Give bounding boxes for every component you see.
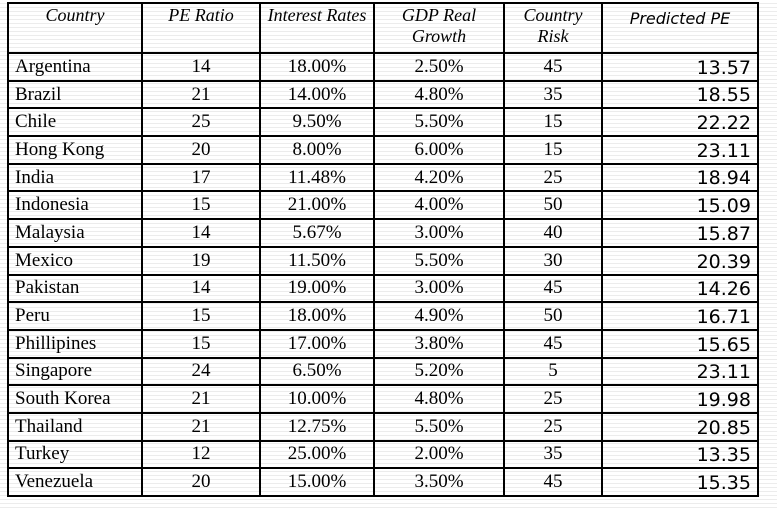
cell-predicted-pe: 13.57 xyxy=(602,53,758,81)
cell-interest-rate: 6.50% xyxy=(260,358,374,386)
cell-pe-ratio: 17 xyxy=(142,164,260,192)
header-pe-ratio: PE Ratio xyxy=(142,3,260,53)
table-row xyxy=(8,468,758,496)
cell-gdp-growth: 2.00% xyxy=(374,441,504,469)
cell-gdp-growth: 3.00% xyxy=(374,275,504,303)
cell-gdp-growth: 5.50% xyxy=(374,108,504,136)
table-row xyxy=(8,302,758,330)
cell-predicted-pe: 15.65 xyxy=(602,330,758,358)
cell-country: Malaysia xyxy=(8,219,142,247)
cell-gdp-growth: 5.20% xyxy=(374,358,504,386)
cell-predicted-pe: 15.09 xyxy=(602,191,758,219)
cell-gdp-growth: 4.80% xyxy=(374,385,504,413)
cell-country: Thailand xyxy=(8,413,142,441)
cell-country: Brazil xyxy=(8,81,142,109)
header-interest-rates: Interest Rates xyxy=(260,3,374,53)
cell-predicted-pe: 22.22 xyxy=(602,108,758,136)
table-row xyxy=(8,164,758,192)
cell-pe-ratio: 14 xyxy=(142,53,260,81)
cell-pe-ratio: 20 xyxy=(142,136,260,164)
cell-gdp-growth: 4.00% xyxy=(374,191,504,219)
cell-pe-ratio: 15 xyxy=(142,191,260,219)
cell-country: Turkey xyxy=(8,441,142,469)
cell-gdp-growth: 4.90% xyxy=(374,302,504,330)
cell-pe-ratio: 14 xyxy=(142,275,260,303)
cell-country: Indonesia xyxy=(8,191,142,219)
cell-pe-ratio: 15 xyxy=(142,302,260,330)
table-row xyxy=(8,275,758,303)
cell-country: Venezuela xyxy=(8,468,142,496)
cell-pe-ratio: 14 xyxy=(142,219,260,247)
cell-interest-rate: 11.50% xyxy=(260,247,374,275)
cell-pe-ratio: 21 xyxy=(142,413,260,441)
cell-country: Peru xyxy=(8,302,142,330)
cell-pe-ratio: 24 xyxy=(142,358,260,386)
cell-country: Mexico xyxy=(8,247,142,275)
table-body xyxy=(8,53,758,496)
cell-gdp-growth: 3.80% xyxy=(374,330,504,358)
cell-interest-rate: 5.67% xyxy=(260,219,374,247)
cell-country: South Korea xyxy=(8,385,142,413)
header-predicted-pe: Predicted PE xyxy=(602,3,758,53)
cell-pe-ratio: 12 xyxy=(142,441,260,469)
cell-predicted-pe: 19.98 xyxy=(602,385,758,413)
cell-interest-rate: 9.50% xyxy=(260,108,374,136)
cell-interest-rate: 15.00% xyxy=(260,468,374,496)
cell-predicted-pe: 23.11 xyxy=(602,136,758,164)
table-row xyxy=(8,385,758,413)
cell-country-risk: 5 xyxy=(504,358,602,386)
table-row xyxy=(8,81,758,109)
cell-country: Argentina xyxy=(8,53,142,81)
cell-country-risk: 35 xyxy=(504,81,602,109)
table-row xyxy=(8,219,758,247)
cell-country-risk: 15 xyxy=(504,108,602,136)
cell-interest-rate: 19.00% xyxy=(260,275,374,303)
table-row xyxy=(8,330,758,358)
cell-predicted-pe: 14.26 xyxy=(602,275,758,303)
table-row xyxy=(8,136,758,164)
cell-predicted-pe: 23.11 xyxy=(602,358,758,386)
cell-country-risk: 50 xyxy=(504,191,602,219)
cell-interest-rate: 11.48% xyxy=(260,164,374,192)
cell-gdp-growth: 4.20% xyxy=(374,164,504,192)
table-row xyxy=(8,358,758,386)
table-row xyxy=(8,108,758,136)
table-row xyxy=(8,413,758,441)
cell-gdp-growth: 5.50% xyxy=(374,247,504,275)
cell-gdp-growth: 3.00% xyxy=(374,219,504,247)
cell-interest-rate: 12.75% xyxy=(260,413,374,441)
cell-country: India xyxy=(8,164,142,192)
cell-pe-ratio: 21 xyxy=(142,385,260,413)
cell-country-risk: 45 xyxy=(504,53,602,81)
header-gdp-real-growth: GDP Real Growth xyxy=(374,3,504,53)
cell-predicted-pe: 13.35 xyxy=(602,441,758,469)
cell-pe-ratio: 21 xyxy=(142,81,260,109)
cell-interest-rate: 21.00% xyxy=(260,191,374,219)
cell-country: Singapore xyxy=(8,358,142,386)
header-country-risk: Country Risk xyxy=(504,3,602,53)
cell-country-risk: 30 xyxy=(504,247,602,275)
cell-country-risk: 40 xyxy=(504,219,602,247)
cell-pe-ratio: 20 xyxy=(142,468,260,496)
cell-country-risk: 25 xyxy=(504,413,602,441)
cell-country: Chile xyxy=(8,108,142,136)
cell-interest-rate: 8.00% xyxy=(260,136,374,164)
header-row xyxy=(8,3,758,53)
table-row xyxy=(8,441,758,469)
cell-country-risk: 35 xyxy=(504,441,602,469)
cell-country-risk: 45 xyxy=(504,468,602,496)
table-row xyxy=(8,53,758,81)
cell-pe-ratio: 15 xyxy=(142,330,260,358)
cell-country: Pakistan xyxy=(8,275,142,303)
cell-country-risk: 25 xyxy=(504,385,602,413)
cell-predicted-pe: 20.85 xyxy=(602,413,758,441)
table-row xyxy=(8,191,758,219)
table-row xyxy=(8,247,758,275)
cell-interest-rate: 18.00% xyxy=(260,53,374,81)
cell-interest-rate: 25.00% xyxy=(260,441,374,469)
cell-gdp-growth: 6.00% xyxy=(374,136,504,164)
pe-table xyxy=(7,2,759,497)
cell-interest-rate: 17.00% xyxy=(260,330,374,358)
cell-country-risk: 45 xyxy=(504,275,602,303)
cell-interest-rate: 18.00% xyxy=(260,302,374,330)
cell-country-risk: 50 xyxy=(504,302,602,330)
cell-gdp-growth: 5.50% xyxy=(374,413,504,441)
cell-country-risk: 15 xyxy=(504,136,602,164)
header-country: Country xyxy=(8,3,142,53)
cell-pe-ratio: 25 xyxy=(142,108,260,136)
cell-country-risk: 25 xyxy=(504,164,602,192)
cell-gdp-growth: 3.50% xyxy=(374,468,504,496)
cell-predicted-pe: 18.94 xyxy=(602,164,758,192)
cell-country: Hong Kong xyxy=(8,136,142,164)
cell-predicted-pe: 20.39 xyxy=(602,247,758,275)
cell-country-risk: 45 xyxy=(504,330,602,358)
cell-predicted-pe: 16.71 xyxy=(602,302,758,330)
cell-gdp-growth: 4.80% xyxy=(374,81,504,109)
cell-predicted-pe: 15.35 xyxy=(602,468,758,496)
cell-gdp-growth: 2.50% xyxy=(374,53,504,81)
cell-interest-rate: 14.00% xyxy=(260,81,374,109)
cell-predicted-pe: 18.55 xyxy=(602,81,758,109)
cell-country: Phillipines xyxy=(8,330,142,358)
cell-predicted-pe: 15.87 xyxy=(602,219,758,247)
cell-interest-rate: 10.00% xyxy=(260,385,374,413)
cell-pe-ratio: 19 xyxy=(142,247,260,275)
